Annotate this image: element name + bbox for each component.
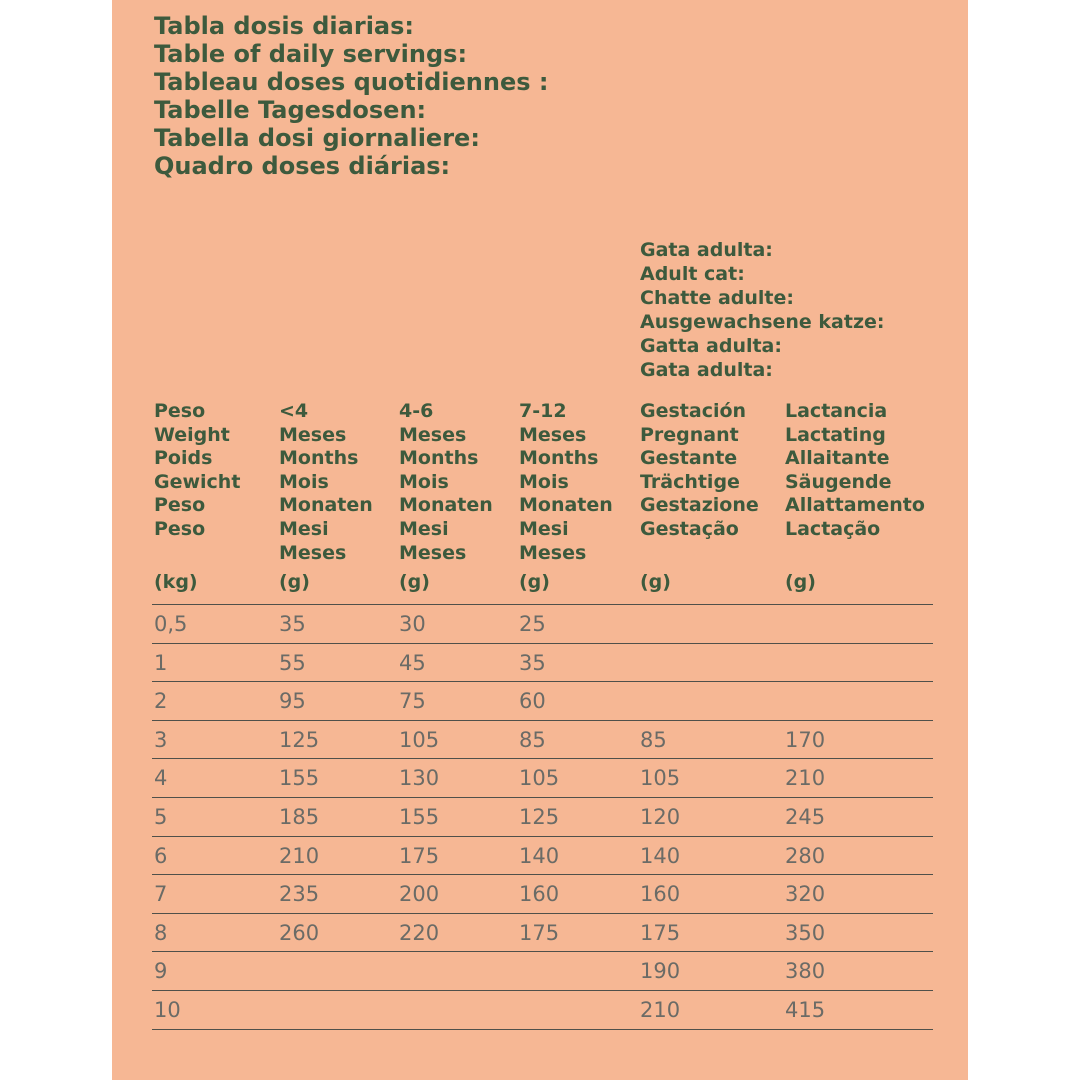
table-cell-4-6-months: 45: [399, 650, 426, 675]
adult-cat-es: Gata adulta:: [640, 239, 773, 261]
column-header-line: Mesi: [279, 517, 329, 540]
table-cell-pregnant: 140: [640, 843, 681, 868]
column-header-weight: [154, 400, 240, 595]
column-header-line: Peso: [154, 517, 206, 540]
table-cell-7-12-months: 35: [519, 650, 546, 675]
adult-cat-pt: Gata adulta:: [640, 359, 773, 381]
row-divider: [152, 874, 933, 875]
table-cell-weight: 2: [154, 689, 168, 714]
column-header-line: <4: [279, 400, 309, 422]
table-cell-under-4-months: 125: [279, 727, 320, 752]
row-divider: [152, 836, 933, 837]
column-header-line: 4-6: [399, 400, 434, 422]
column-header-line: Weight: [154, 423, 230, 446]
table-cell-4-6-months: 105: [399, 727, 440, 752]
adult-cat-fr: Chatte adulte:: [640, 287, 794, 309]
column-header-line: Lactação: [785, 517, 881, 540]
column-unit: (g): [785, 571, 816, 594]
table-cell-pregnant: 160: [640, 882, 681, 907]
table-cell-4-6-months: 155: [399, 805, 440, 829]
adult-cat-header: [640, 238, 885, 382]
table-cell-under-4-months: 55: [279, 650, 306, 675]
table-cell-7-12-months: 140: [519, 843, 560, 868]
row-divider: [152, 913, 933, 914]
column-header-line: Allattamento: [785, 494, 925, 517]
column-header-line: Monaten: [519, 494, 613, 517]
column-header-line: Allaitante: [785, 447, 890, 470]
column-header-4-6-months: [399, 400, 493, 595]
column-unit: (g): [519, 571, 550, 594]
row-divider: [152, 797, 933, 798]
column-header-7-12-months: [519, 400, 613, 595]
table-cell-under-4-months: 155: [279, 766, 320, 791]
column-unit: (g): [279, 571, 310, 594]
column-header-line: Meses: [519, 541, 587, 564]
table-cell-pregnant: 120: [640, 805, 681, 829]
table-cell-weight: 9: [154, 959, 168, 984]
table-cell-pregnant: 190: [640, 959, 681, 984]
table-cell-lactating: 280: [785, 843, 826, 868]
column-header-line: Trächtige: [640, 470, 740, 493]
table-cell-pregnant: 175: [640, 920, 681, 945]
column-header-line: Mesi: [519, 517, 569, 540]
row-divider: [152, 720, 933, 721]
column-header-line: Meses: [519, 423, 587, 446]
table-cell-weight: 8: [154, 920, 168, 945]
column-header-line: Pregnant: [640, 423, 739, 446]
column-header-line: Gestante: [640, 447, 738, 470]
table-cell-4-6-months: 220: [399, 920, 440, 945]
table-cell-weight: 5: [154, 805, 168, 829]
column-header-line: 7-12: [519, 400, 567, 422]
column-unit: (g): [640, 571, 671, 594]
column-header-line: Meses: [279, 541, 347, 564]
table-cell-pregnant: 210: [640, 998, 681, 1022]
title-es: Tabla dosis diarias:: [154, 12, 414, 40]
table-cell-under-4-months: 35: [279, 612, 306, 636]
table-cell-7-12-months: 25: [519, 612, 546, 636]
column-header-pregnant: [640, 400, 759, 595]
title-fr: Tableau doses quotidiennes :: [154, 68, 549, 96]
table-cell-7-12-months: 105: [519, 766, 560, 791]
column-header-line: Months: [399, 447, 479, 470]
row-divider: [152, 681, 933, 682]
column-header-line: Monaten: [279, 494, 373, 517]
column-header-line: [785, 542, 925, 566]
column-header-line: Gestación: [640, 400, 747, 422]
table-cell-weight: 3: [154, 727, 168, 752]
column-header-line: Gewicht: [154, 470, 241, 493]
table-cell-7-12-months: 160: [519, 882, 560, 907]
column-header-line: Months: [279, 447, 359, 470]
column-header-line: Mois: [399, 470, 449, 493]
table-cell-4-6-months: 30: [399, 612, 426, 636]
row-divider: [152, 1029, 933, 1030]
table-cell-7-12-months: 175: [519, 920, 560, 945]
table-cell-under-4-months: 260: [279, 920, 320, 945]
table-cell-7-12-months: 85: [519, 727, 546, 752]
column-header-line: Mois: [279, 470, 329, 493]
adult-cat-it: Gatta adulta:: [640, 335, 782, 357]
table-cell-lactating: 320: [785, 882, 826, 907]
column-header-line: Meses: [399, 423, 467, 446]
title-de: Tabelle Tagesdosen:: [154, 96, 427, 124]
table-cell-weight: 4: [154, 766, 168, 791]
table-cell-lactating: 245: [785, 805, 826, 829]
column-header-line: Gestazione: [640, 494, 759, 517]
table-cell-weight: 7: [154, 882, 168, 907]
row-divider: [152, 951, 933, 952]
column-header-line: Lactancia: [785, 400, 888, 422]
table-cell-weight: 6: [154, 843, 168, 868]
column-header-line: Säugende: [785, 470, 892, 493]
row-divider: [152, 990, 933, 991]
table-cell-lactating: 350: [785, 920, 826, 945]
column-header-line: Meses: [279, 423, 347, 446]
table-cell-under-4-months: 185: [279, 805, 320, 829]
table-cell-lactating: 170: [785, 727, 826, 752]
table-cell-lactating: 210: [785, 766, 826, 791]
table-cell-lactating: 415: [785, 998, 826, 1022]
title-en: Table of daily servings:: [154, 40, 468, 68]
table-cell-weight: 1: [154, 650, 168, 675]
column-header-line: Gestação: [640, 517, 739, 540]
column-header-line: Lactating: [785, 423, 886, 446]
column-header-line: Peso: [154, 494, 206, 517]
row-divider: [152, 758, 933, 759]
column-unit: (kg): [154, 571, 198, 594]
table-cell-pregnant: 105: [640, 766, 681, 791]
column-header-line: Peso: [154, 400, 206, 422]
table-cell-4-6-months: 200: [399, 882, 440, 907]
table-cell-under-4-months: 210: [279, 843, 320, 868]
column-header-lactating: [785, 400, 925, 595]
table-cell-under-4-months: 235: [279, 882, 320, 907]
column-header-line: Poids: [154, 447, 213, 470]
table-cell-4-6-months: 175: [399, 843, 440, 868]
table-titles: [154, 12, 549, 180]
table-cell-weight: 10: [154, 998, 181, 1022]
table-cell-7-12-months: 125: [519, 805, 560, 829]
column-header-line: Meses: [399, 541, 467, 564]
column-header-line: Monaten: [399, 494, 493, 517]
title-it: Tabella dosi giornaliere:: [154, 124, 480, 152]
column-header-line: Months: [519, 447, 599, 470]
title-pt: Quadro doses diárias:: [154, 152, 451, 180]
table-cell-under-4-months: 95: [279, 689, 306, 714]
table-cell-7-12-months: 60: [519, 689, 546, 714]
table-cell-4-6-months: 130: [399, 766, 440, 791]
adult-cat-en: Adult cat:: [640, 263, 745, 285]
table-cell-4-6-months: 75: [399, 689, 426, 714]
column-header-line: Mesi: [399, 517, 449, 540]
column-header-under-4-months: [279, 400, 373, 595]
column-header-line: [640, 542, 759, 566]
column-unit: (g): [399, 571, 430, 594]
row-divider: [152, 643, 933, 644]
table-cell-weight: 0,5: [154, 612, 188, 636]
column-header-line: Mois: [519, 470, 569, 493]
adult-cat-de: Ausgewachsene katze:: [640, 311, 885, 333]
table-cell-pregnant: 85: [640, 727, 667, 752]
row-divider: [152, 604, 933, 605]
column-header-line: [154, 542, 240, 566]
table-cell-lactating: 380: [785, 959, 826, 984]
